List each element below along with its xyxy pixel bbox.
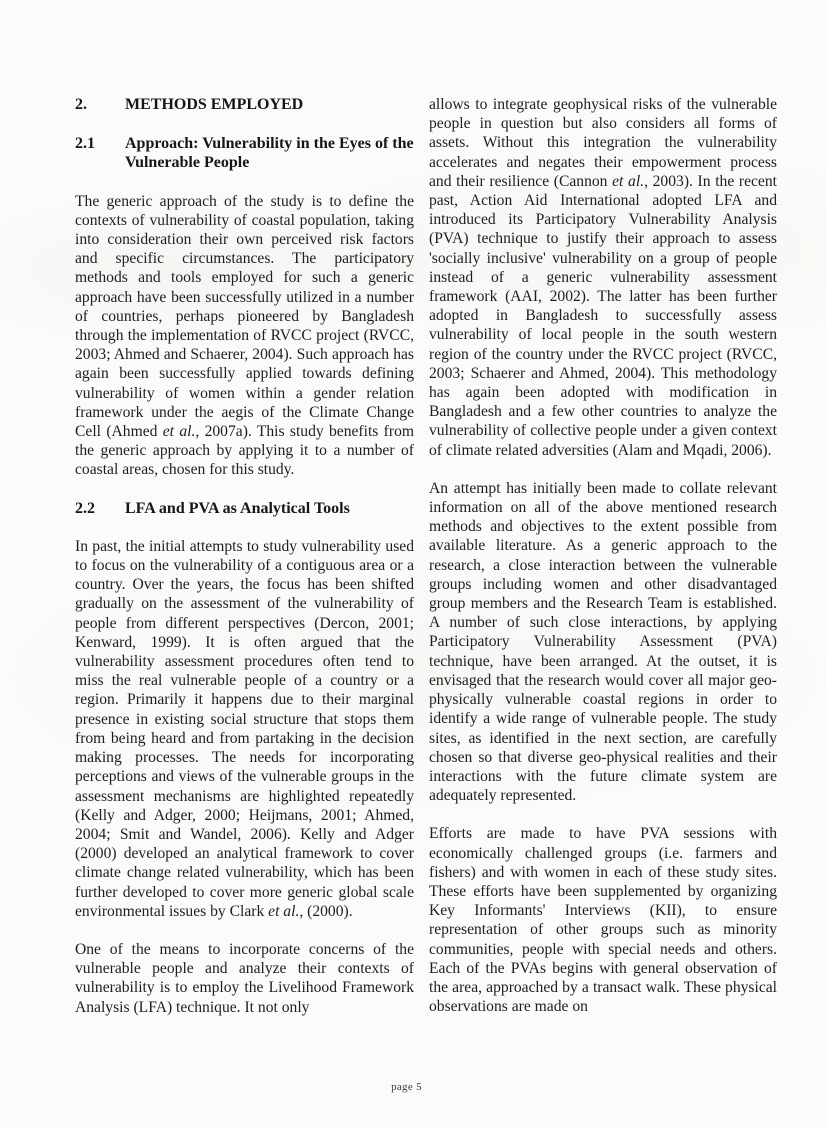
paragraph: An attempt has initially been made to collate relevant information on all of the above mentioned research methods and objectives to the extent possible from available literature. As a generic approach to the research, a close interaction between the vulnerable groups including women and other disadvantaged group members and the Research Team is established. A number of such close interactions, by applying Participatory Vulnerability Assessment (PVA) technique, have been arranged. At the outset, it is envisaged that the research would cover all major geo-physically vulnerable coastal regions in order to identify a wide range of vulnerable people. The study sites, as identified in the next section, are carefully chosen so that diverse geo-physical realities and their interactions with the future climate system are adequately represented.: [429, 479, 777, 805]
right-column: [429, 95, 777, 1017]
paragraph: allows to integrate geophysical risks of the vulnerable people in question but also considers all forms of assets. Without this integration the vulnerability accelerates and negates their empowerment process and their resilience (Cannon et al., 2003). In the recent past, Action Aid International adopted LFA and introduced its Participatory Vulnerability Analysis (PVA) technique to justify their approach to assess 'socially inclusive' vulnerability on a group of people instead of a generic vulnerability assessment framework (AAI, 2002). The latter has been further adopted in Bangladesh to successfully assess vulnerability of local people in the south western region of the country under the RVCC project (RVCC, 2003; Schaerer and Ahmed, 2004). This methodology has again been adopted with modification in Bangladesh and a few other countries to analyze the vulnerability of collective people under a given context of climate related adversities (Alam and Mqadi, 2006).: [429, 96, 777, 459]
page-content: [75, 95, 777, 1017]
paragraph: The generic approach of the study is to define the contexts of vulnerability of coastal population, taking into consideration their own perceived risk factors and specific circumstances. The participatory methods and tools employed for such a generic approach have been successfully utilized in a number of countries, perhaps pioneered by Bangladesh through the implementation of RVCC project (RVCC, 2003; Ahmed and Schaerer, 2004). Such approach has again been successfully applied towards defining vulnerability of women within a gender relation framework under the aegis of the Climate Change Cell (Ahmed et al., 2007a). This study benefits from the generic approach by applying it to a number of coastal areas, chosen for this study.: [75, 192, 414, 479]
section-heading-2: [75, 95, 414, 114]
section-title: METHODS EMPLOYED: [125, 96, 304, 113]
section-heading-2-1: [75, 134, 414, 172]
paragraph: Efforts are made to have PVA sessions with economically challenged groups (i.e. farmers and fishers) and with women in each of these study sites. These efforts have been supplemented by organizing Key Informants' Interviews (KII), to ensure representation of other groups such as minority communities, people with special needs and others. Each of the PVAs begins with general observation of the area, approached by a transact walk. These physical observations are made on: [429, 825, 777, 1016]
page-footer: page 5: [391, 1081, 422, 1093]
section-number: 2.: [75, 96, 87, 113]
section-heading-2-2: [75, 499, 414, 518]
left-column: [75, 95, 414, 1017]
section-number: 2.1: [75, 135, 95, 153]
paragraph: In past, the initial attempts to study vulnerability used to focus on the vulnerability of a contiguous area or a country. Over the years, the focus has been shifted gradually on the assessment of the vulnerability of people from different perspectives (Dercon, 2001; Kenward, 1999). It is often argued that the vulnerability assessment procedures often tend to miss the real vulnerable people of a country or a region. Primarily it happens due to their marginal presence in existing social structure that stops them from being heard and from partaking in the decision making processes. The needs for incorporating perceptions and views of the vulnerable groups in the assessment mechanisms are highlighted repeatedly (Kelly and Adger, 2000; Heijmans, 2001; Ahmed, 2004; Smit and Wandel, 2006). Kelly and Adger (2000) developed an analytical framework to cover climate change related vulnerability, which has been further developed to cover more generic global scale environmental issues by Clark et al., (2000).: [75, 537, 414, 920]
section-title: LFA and PVA as Analytical Tools: [125, 499, 350, 517]
paragraph: One of the means to incorporate concerns of the vulnerable people and analyze their contexts of vulnerability is to employ the Livelihood Framework Analysis (LFA) technique. It not only: [75, 940, 414, 1016]
section-number: 2.2: [75, 499, 95, 517]
section-title: Approach: Vulnerability in the Eyes of the Vulnerable People: [125, 135, 414, 172]
